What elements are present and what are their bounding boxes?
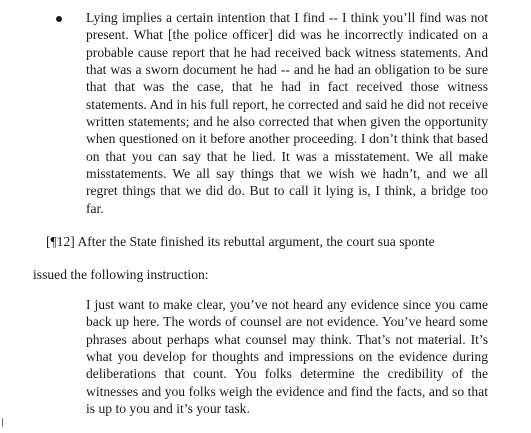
bullet-quote-text: Lying implies a certain intention that I find -- I think you’ll find was not present. What [the police officer] did was he incorrectly indicated on a probable cause report that he had received back witness statements. And that was a sworn document he had -- and he had an obligation to be sure that that was the case, that he had in fact received those witness statements. And in his full report, he corrected and said he did not receive written statements; and he also corrected that when given the opportunity when questioned on it before another proceeding. I don’t think that based on that you can say that he lied. It was a misstatement. We all make misstatements. We all say things that we wish we hadn’t, and we all regret things that we did do. But to call it lying is, I think, a bridge too far. [86, 10, 488, 216]
paragraph-12-line-2: issued the following instruction: [33, 267, 209, 282]
paragraph-12-line-1: [¶12] After the State finished its rebuttal argument, the court sua sponte [46, 234, 435, 249]
bullet-quote-block [60, 9, 488, 217]
instruction-quote-block: I just want to make clear, you’ve not heard any evidence since you came back up here. The words of counsel are not evidence. You’ve heard some phrases about perhaps what counsel may think. That’s not material. It’s what you develop for thoughts and impressions on the evidence during deliberations that count. You folks determine the credibility of the witnesses and you folks weigh the evidence and find the facts, and so that is up to you and it’s your task. [86, 297, 488, 417]
margin-mark [2, 418, 3, 427]
bullet-point-icon [56, 16, 62, 22]
